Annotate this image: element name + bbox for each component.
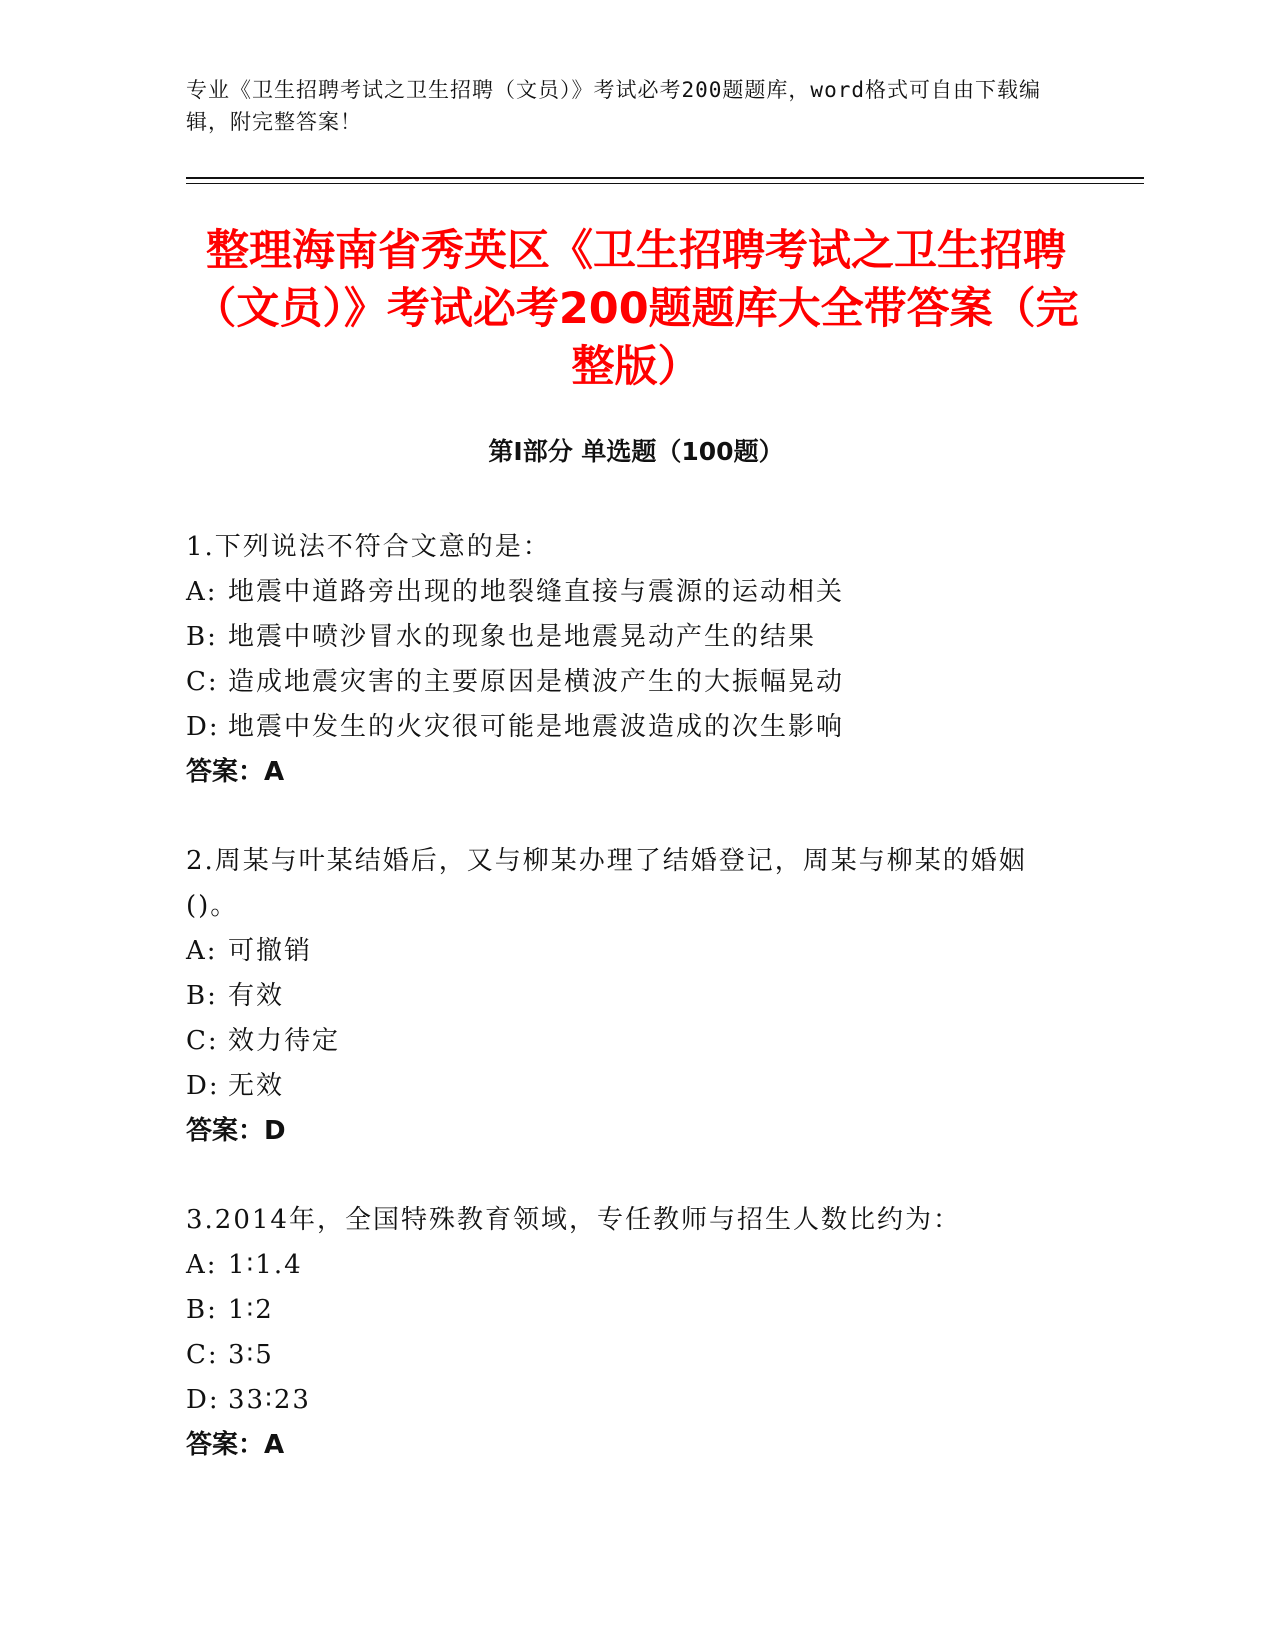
option-key: A: bbox=[186, 577, 218, 607]
option-key: C: bbox=[186, 1026, 219, 1056]
question-list bbox=[186, 525, 1066, 1512]
option-key: C: bbox=[186, 1340, 219, 1370]
question-stem: 2.周某与叶某结婚后，又与柳某办理了结婚登记，周某与柳某的婚姻()。 bbox=[186, 846, 1027, 921]
header-divider-thick bbox=[186, 177, 1144, 179]
option-key: D: bbox=[186, 1385, 220, 1415]
option-text: 3∶5 bbox=[228, 1340, 274, 1370]
header-note: 专业《卫生招聘考试之卫生招聘（文员）》考试必考200题题库，word格式可自由下载编辑，附完整答案！ bbox=[186, 78, 1041, 134]
option-key: B: bbox=[186, 622, 218, 652]
option-a bbox=[186, 570, 1066, 615]
option-c bbox=[186, 1019, 1066, 1064]
question-3 bbox=[186, 1198, 1066, 1468]
option-key: A: bbox=[186, 936, 218, 966]
option-text: 地震中道路旁出现的地裂缝直接与震源的运动相关 bbox=[228, 577, 845, 607]
question-stem: 1.下列说法不符合文意的是： bbox=[186, 532, 551, 562]
option-a bbox=[186, 929, 1066, 974]
option-d bbox=[186, 705, 1066, 750]
option-b bbox=[186, 615, 1066, 660]
option-b bbox=[186, 974, 1066, 1019]
option-c bbox=[186, 660, 1066, 705]
option-key: A: bbox=[186, 1250, 218, 1280]
option-d bbox=[186, 1064, 1066, 1109]
option-key: B: bbox=[186, 981, 218, 1011]
option-key: B: bbox=[186, 1295, 218, 1325]
option-text: 效力待定 bbox=[228, 1026, 341, 1056]
option-text: 地震中发生的火灾很可能是地震波造成的次生影响 bbox=[228, 712, 845, 742]
option-key: D: bbox=[186, 1071, 220, 1101]
answer-label: 答案：A bbox=[186, 1430, 285, 1460]
option-text: 无效 bbox=[228, 1071, 285, 1101]
option-text: 造成地震灾害的主要原因是横波产生的大振幅晃动 bbox=[228, 667, 845, 697]
option-b bbox=[186, 1288, 1066, 1333]
option-text: 地震中喷沙冒水的现象也是地震晃动产生的结果 bbox=[228, 622, 817, 652]
option-key: C: bbox=[186, 667, 219, 697]
section-title: 第Ⅰ部分 单选题（100题） bbox=[488, 437, 784, 466]
question-1 bbox=[186, 525, 1066, 795]
option-text: 1∶1.4 bbox=[228, 1250, 303, 1280]
answer-label: 答案：A bbox=[186, 757, 285, 787]
option-text: 1∶2 bbox=[228, 1295, 274, 1325]
option-a bbox=[186, 1243, 1066, 1288]
question-2 bbox=[186, 839, 1066, 1154]
option-text: 可撤销 bbox=[228, 936, 313, 966]
question-stem: 3.2014年，全国特殊教育领域，专任教师与招生人数比约为： bbox=[186, 1205, 961, 1235]
option-text: 有效 bbox=[228, 981, 285, 1011]
answer-label: 答案：D bbox=[186, 1116, 286, 1146]
option-d bbox=[186, 1378, 1066, 1423]
option-key: D: bbox=[186, 712, 220, 742]
document-title: 整理海南省秀英区《卫生招聘考试之卫生招聘（文员）》考试必考200题题库大全带答案（完整版） bbox=[193, 226, 1079, 392]
option-c bbox=[186, 1333, 1066, 1378]
option-text: 33∶23 bbox=[228, 1385, 311, 1415]
header-divider-thin bbox=[186, 183, 1144, 184]
